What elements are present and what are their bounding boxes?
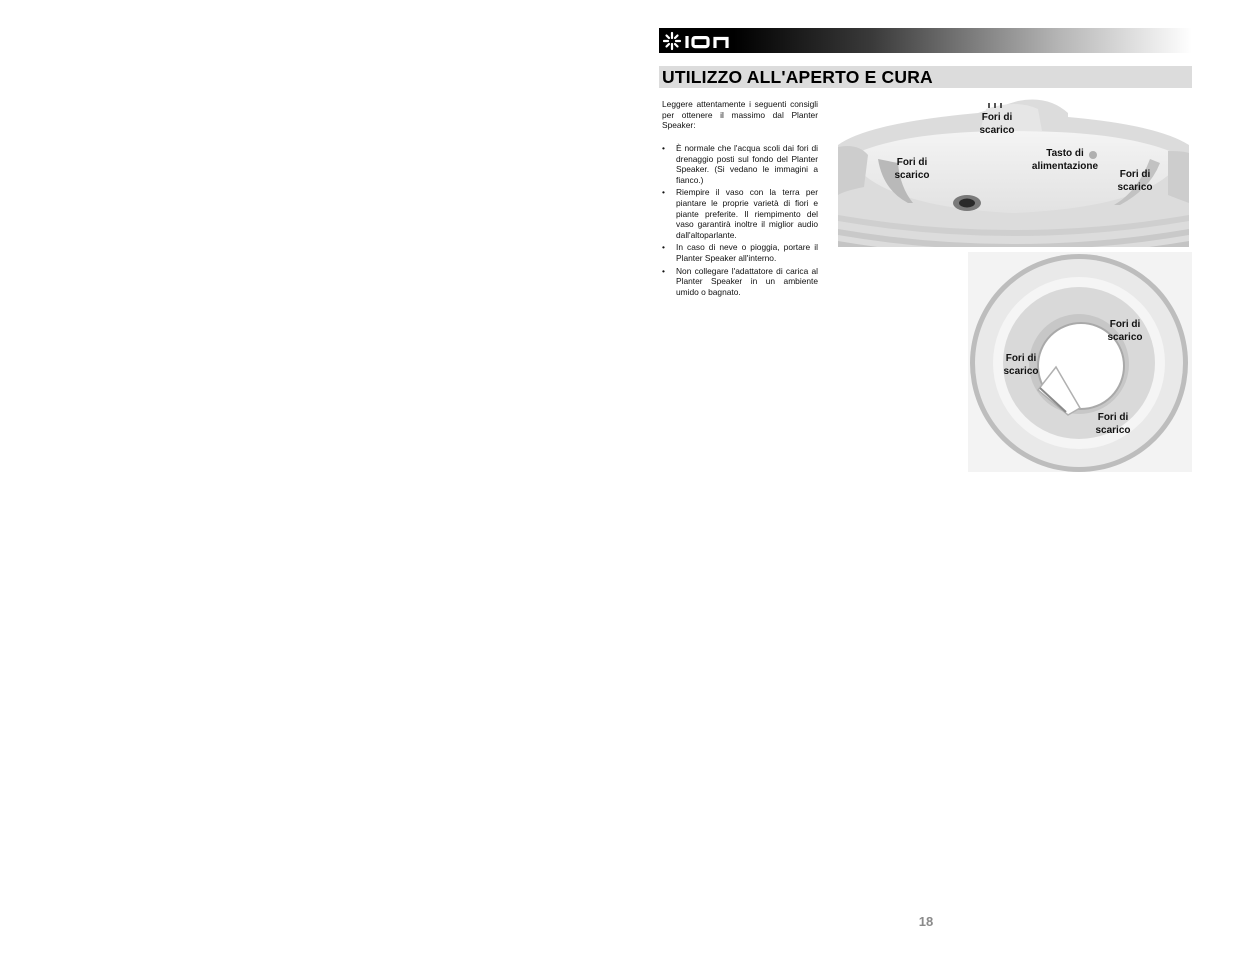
list-item-text: In caso di neve o pioggia, portare il Planter Speaker all'interno.	[676, 242, 818, 263]
drain-holes-top-label	[970, 111, 1024, 137]
label-line: scarico	[1003, 366, 1039, 377]
list-item	[662, 266, 818, 298]
bullet-icon: •	[662, 143, 665, 153]
bullet-icon: •	[662, 242, 665, 253]
label-line: Fori di	[981, 112, 1013, 123]
label-line: alimentazione	[1031, 161, 1099, 172]
drain-holes-left-label	[994, 352, 1048, 378]
label-line: scarico	[894, 170, 930, 181]
list-item	[662, 143, 818, 185]
bullet-icon: •	[662, 265, 665, 276]
label-line: scarico	[979, 125, 1015, 136]
list-item	[662, 242, 818, 263]
power-button-label	[1024, 147, 1106, 173]
drain-holes-right-label	[1098, 318, 1152, 344]
label-line: scarico	[1095, 425, 1131, 436]
page-number: 18	[918, 914, 934, 929]
drain-holes-bottom-label	[1086, 411, 1140, 437]
intro-paragraph: Leggere attentamente i seguenti consigli per ottenere il massimo dal Planter Speaker:	[662, 99, 818, 131]
drain-holes-right-label	[1108, 168, 1162, 194]
care-tips-list	[662, 143, 818, 299]
planter-bottom-photo	[968, 252, 1192, 472]
planter-top-photo	[838, 95, 1189, 247]
ion-logo	[663, 31, 743, 51]
brand-header-bar	[659, 28, 1192, 53]
bullet-icon: •	[662, 187, 665, 198]
drain-holes-left-label	[885, 156, 939, 182]
list-item-text: Riempire il vaso con la terra per piantare le proprie varietà di fiori e piante preferite. Il riempimento del vaso garantirà inoltre il miglior audio dall'altoparlante.	[676, 187, 818, 240]
list-item	[662, 187, 818, 240]
label-line: Fori di	[896, 157, 928, 168]
label-line: Fori di	[1109, 319, 1141, 330]
list-item-text: Non collegare l'adattatore di carica al Planter Speaker in un ambiente umido o bagnato.	[676, 265, 818, 297]
label-line: Fori di	[1097, 412, 1129, 423]
label-line: scarico	[1117, 182, 1153, 193]
list-item-text: È normale che l'acqua scoli dai fori di drenaggio posti sul fondo del Planter Speaker. (Si vedano le immagini a fianco.)	[676, 143, 818, 185]
section-title	[659, 66, 1192, 88]
label-line: Fori di	[1005, 353, 1037, 364]
label-line: Fori di	[1119, 169, 1151, 180]
label-line: Tasto di	[1046, 148, 1084, 159]
label-line: scarico	[1107, 332, 1143, 343]
section-title-text: UTILIZZO ALL'APERTO E CURA	[662, 67, 933, 87]
